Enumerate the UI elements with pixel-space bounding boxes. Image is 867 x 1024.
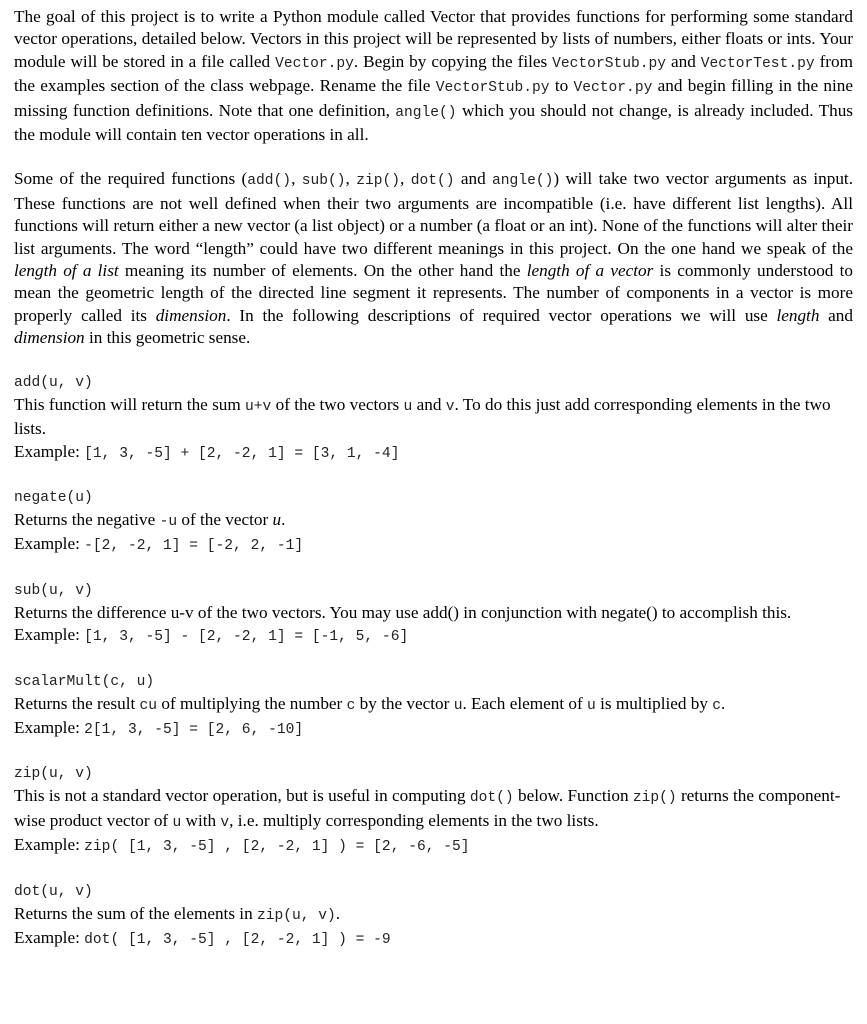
inline-code: dot() xyxy=(469,790,514,807)
function-example xyxy=(14,927,853,951)
function-signature: negate(u) xyxy=(14,489,93,506)
example-label: Example: xyxy=(14,835,80,855)
inline-code: c xyxy=(712,697,722,714)
example-code: [1, 3, -5] - [2, -2, 1] = [-1, 5, -6] xyxy=(84,629,409,646)
inline-code: sub() xyxy=(301,173,346,190)
paragraph-gap xyxy=(14,146,853,168)
inline-code: add() xyxy=(247,173,292,190)
function-signature: sub(u, v) xyxy=(14,582,93,599)
inline-code: Vector.py xyxy=(275,55,354,72)
function-block xyxy=(14,372,853,465)
example-code: dot( [1, 3, -5] , [2, -2, 1] ) = -9 xyxy=(84,931,391,948)
example-label: Example: xyxy=(14,927,80,947)
emphasis: dimension xyxy=(14,328,85,348)
function-signature: dot(u, v) xyxy=(14,883,93,900)
function-example xyxy=(14,533,853,557)
emphasis: dimension xyxy=(155,305,227,325)
inline-code: u xyxy=(587,697,596,714)
inline-code: Vector.py xyxy=(573,80,653,97)
function-description: Returns the negative -u of the vector u. xyxy=(14,509,286,530)
example-label: Example: xyxy=(14,441,80,461)
inline-code: dot() xyxy=(410,173,455,190)
function-signature: scalarMult(c, u) xyxy=(14,673,155,690)
inline-code: v xyxy=(445,398,455,415)
example-label: Example: xyxy=(14,625,80,645)
inline-code: -u xyxy=(159,513,178,530)
inline-code: cu xyxy=(139,697,158,714)
example-label: Example: xyxy=(14,717,80,737)
function-block xyxy=(14,487,853,558)
example-label: Example: xyxy=(14,534,80,554)
inline-code: u xyxy=(172,814,182,831)
function-example xyxy=(14,834,853,858)
function-list xyxy=(14,372,853,952)
function-block xyxy=(14,763,853,858)
function-description: This is not a standard vector operation, but is useful in computing dot() below. Function zip() returns the component-wise product vector of u with v, i.e. multiply corresponding elements in the two lists. xyxy=(14,786,841,831)
intro-paragraph-1: The goal of this project is to write a Python module called Vector that provides functions for performing some standard vector operations, detailed below. Vectors in this project will be represented by lists of numbers, either floats or ints. Your module will be stored in a file called Vector.py. Begin by copying the files VectorStub.py and VectorTest.py from the examples section of the class webpage. Rename the file VectorStub.py to Vector.py and begin filling in the nine missing function definitions. Note that one definition, angle() which you should not change, is already included. Thus the module will contain ten vector operations in all. xyxy=(14,7,853,145)
function-example xyxy=(14,624,853,648)
example-code: zip( [1, 3, -5] , [2, -2, 1] ) = [2, -6, -5] xyxy=(84,839,470,856)
function-description: Returns the sum of the elements in zip(u, v). xyxy=(14,903,341,924)
emphasis: length of a vector xyxy=(526,261,654,281)
function-description: Returns the result cu of multiplying the number c by the vector u. Each element of u is multiplied by c. xyxy=(14,693,726,714)
function-example xyxy=(14,717,853,741)
function-description: Returns the difference u-v of the two vectors. You may use add() in conjunction with negate() to accomplish this. xyxy=(14,602,792,622)
emphasis: length xyxy=(776,305,820,325)
emphasis: length of a list xyxy=(14,261,119,281)
inline-code: zip() xyxy=(632,790,677,807)
function-block xyxy=(14,881,853,952)
inline-code: VectorTest.py xyxy=(700,55,815,72)
emphasis: u xyxy=(272,509,282,529)
inline-code: u xyxy=(453,697,463,714)
function-block xyxy=(14,580,853,649)
function-signature: add(u, v) xyxy=(14,374,93,391)
inline-code: angle() xyxy=(395,104,457,121)
intro-paragraph-2: Some of the required functions (add(), sub(), zip(), dot() and angle()) will take two vector arguments as input. These functions are not well defined when their two arguments are incompatible (i.e. have different list lengths). All functions will return either a new vector (a list object) or a number (a float or an int). None of the functions will alter their list arguments. The word “length” could have two different meanings in this project. On the one hand we speak of the length of a list meaning its number of elements. On the other hand the length of a vector is commonly understood to mean the geometric length of the directed line segment it represents. The number of components in a vector is more properly called its dimension. In the following descriptions of required vector operations we will use length and dimension in this geometric sense. xyxy=(14,169,854,348)
inline-code: zip() xyxy=(356,173,401,190)
example-code: [1, 3, -5] + [2, -2, 1] = [3, 1, -4] xyxy=(84,445,400,462)
example-code: -[2, -2, 1] = [-2, 2, -1] xyxy=(84,538,304,555)
inline-code: zip(u, v) xyxy=(256,907,336,924)
inline-code: VectorStub.py xyxy=(435,80,550,97)
inline-code: VectorStub.py xyxy=(552,55,667,72)
function-block xyxy=(14,671,853,742)
function-signature: zip(u, v) xyxy=(14,766,93,783)
function-description: This function will return the sum u+v of the two vectors u and v. To do this just add corresponding elements in the two lists. xyxy=(14,394,831,439)
inline-code: u xyxy=(403,398,413,415)
inline-code: angle() xyxy=(492,173,554,190)
example-code: 2[1, 3, -5] = [2, 6, -10] xyxy=(84,721,304,738)
function-example xyxy=(14,441,853,465)
inline-code: c xyxy=(346,697,356,714)
inline-code: v xyxy=(220,814,230,831)
inline-code: u+v xyxy=(245,398,272,415)
